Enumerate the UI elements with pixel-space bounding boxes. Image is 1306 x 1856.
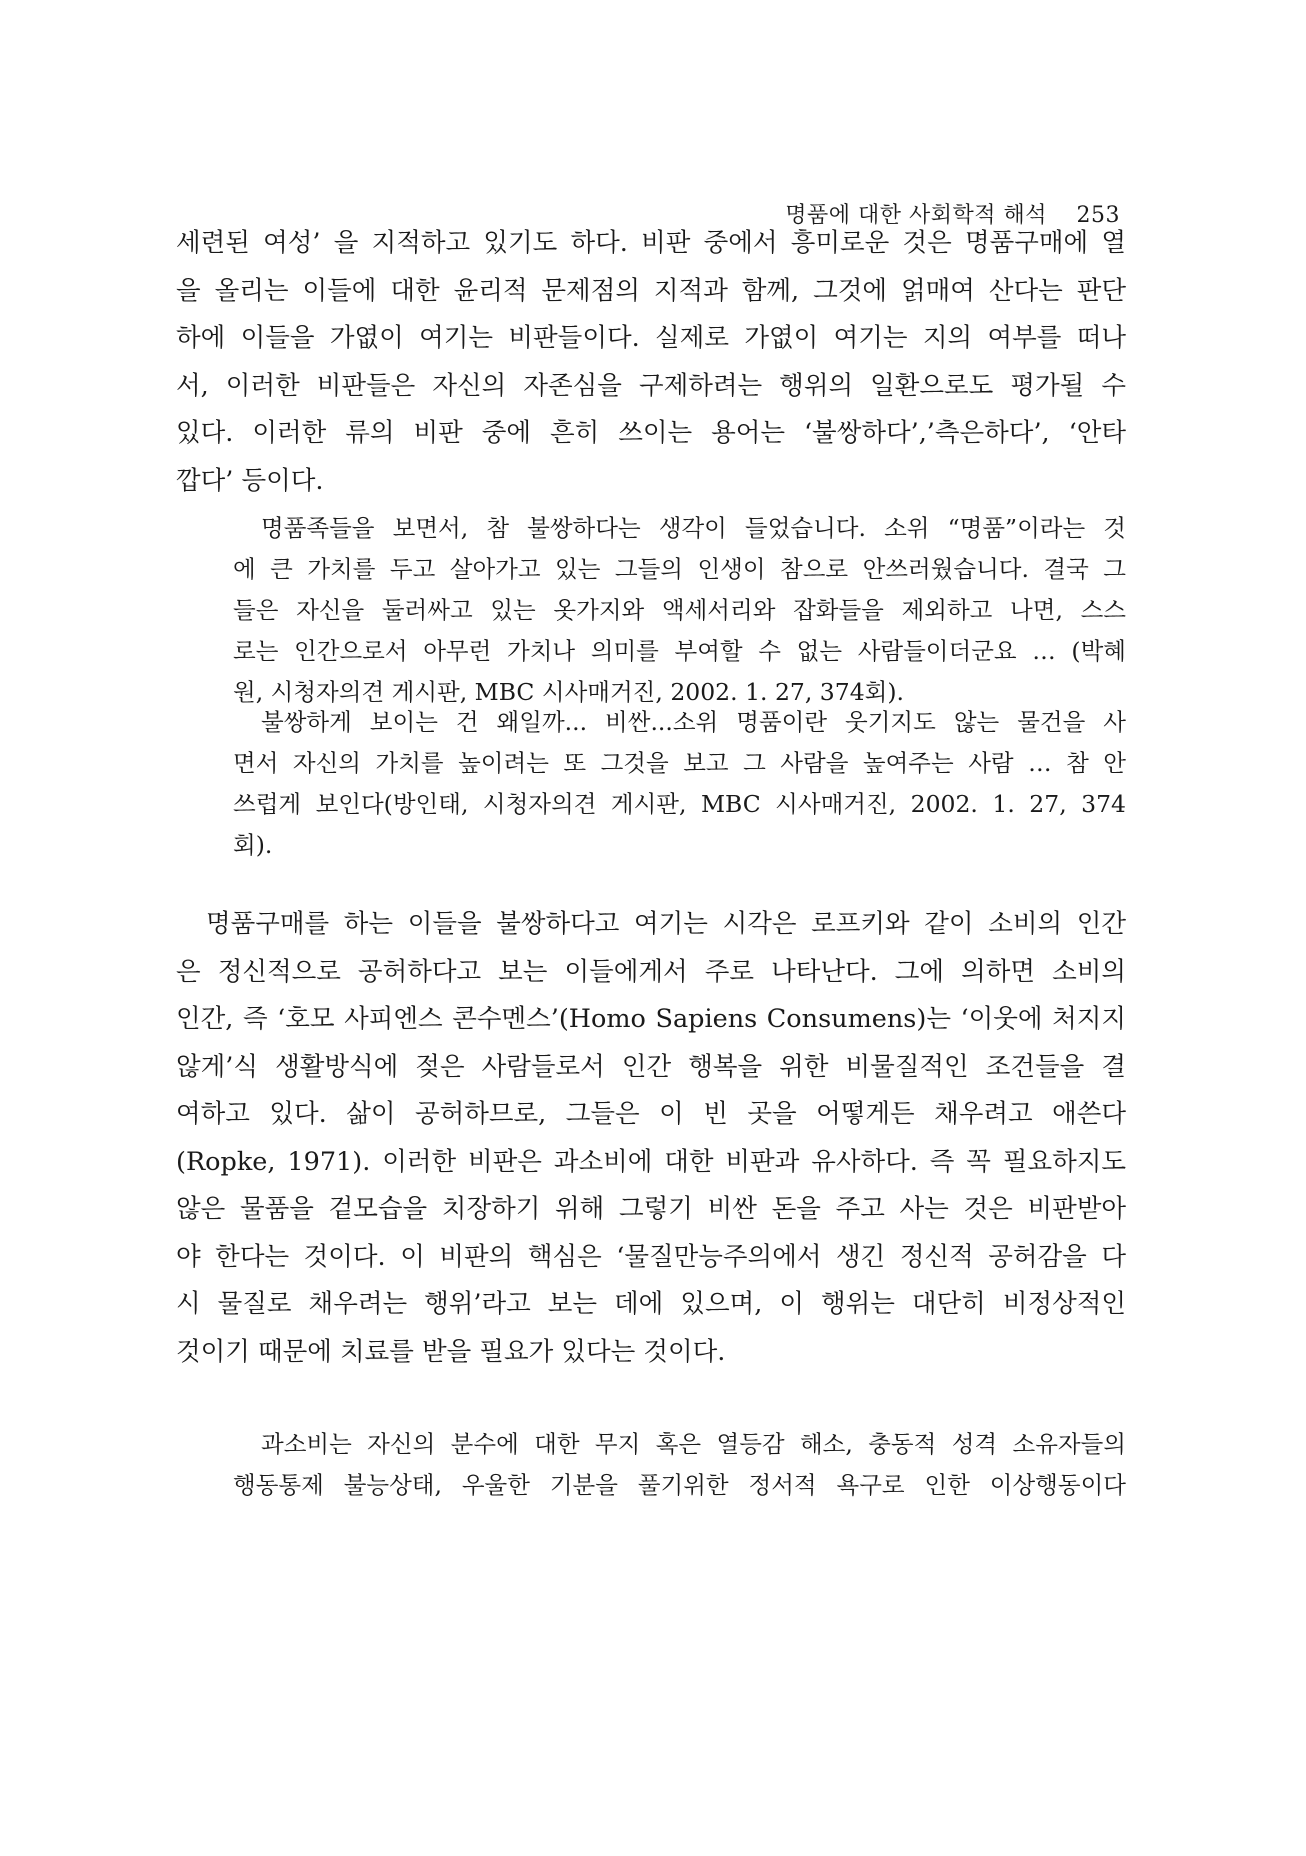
quote-line: 원, 시청자의견 게시판, MBC 시사매거진, 2002. 1. 27, 374회). <box>233 678 904 706</box>
quote-line: 불쌍하게 보이는 건 왜일까... 비싼...소위 명품이란 웃기지도 않는 물건을 사 <box>261 708 1126 736</box>
text-line: (Ropke, 1971). 이러한 비판은 과소비에 대한 비판과 유사하다. 즉 꼭 필요하지도 <box>176 1146 1126 1177</box>
text-line: 여하고 있다. 삶이 공허하므로, 그들은 이 빈 곳을 어떻게든 채우려고 애쓴다 <box>176 1099 1126 1129</box>
text-line: 깝다’ 등이다. <box>176 465 324 496</box>
quote-line: 에 큰 가치를 두고 살아가고 있는 그들의 인생이 참으로 안쓰러웠습니다. 결국 그 <box>233 555 1126 583</box>
text-line: 명품구매를 하는 이들을 불쌍하다고 여기는 시각은 로프키와 같이 소비의 인간 <box>206 909 1126 939</box>
text-line: 않은 물품을 겉모습을 치장하기 위해 그렇기 비싼 돈을 주고 사는 것은 비판받아 <box>176 1194 1126 1224</box>
block-quote-3 <box>233 1424 1126 1506</box>
text-line: 시 물질로 채우려는 행위’라고 보는 데에 있으며, 이 행위는 대단히 비정상적인 <box>176 1289 1126 1319</box>
page-number: 253 <box>1076 203 1120 228</box>
quote-line: 행동통제 불능상태, 우울한 기분을 풀기위한 정서적 욕구로 인한 이상행동이다 <box>233 1471 1126 1499</box>
quote-line: 쓰럽게 보인다(방인태, 시청자의견 게시판, MBC 시사매거진, 2002. 1. 27, 374 <box>233 790 1126 818</box>
quote-line: 과소비는 자신의 분수에 대한 무지 혹은 열등감 해소, 충동적 성격 소유자들의 <box>261 1430 1126 1458</box>
quote-line: 로는 인간으로서 아무런 가치나 의미를 부여할 수 없는 사람들이더군요 … (박혜 <box>233 637 1126 665</box>
text-line: 세련된 여성’ 을 지적하고 있기도 하다. 비판 중에서 흥미로운 것은 명품구매에 열 <box>176 228 1126 258</box>
body-paragraph-2 <box>176 901 1126 1376</box>
text-line: 것이기 때문에 치료를 받을 필요가 있다는 것이다. <box>176 1336 726 1367</box>
block-quote-2 <box>233 702 1126 866</box>
text-line: 않게’식 생활방식에 젖은 사람들로서 인간 행복을 위한 비물질적인 조건들을 결 <box>176 1051 1126 1082</box>
text-line: 있다. 이러한 류의 비판 중에 흔히 쓰이는 용어는 ‘불쌍하다’,’측은하다’, ‘안타 <box>176 418 1126 448</box>
quote-line: 회). <box>233 831 273 859</box>
text-line: 을 올리는 이들에 대한 윤리적 문제점의 지적과 함께, 그것에 얽매여 산다는 판단 <box>176 275 1126 306</box>
block-quote-1 <box>233 508 1126 713</box>
quote-line: 명품족들을 보면서, 참 불쌍하다는 생각이 들었습니다. 소위 “명품”이라는 것 <box>261 514 1126 542</box>
text-line: 야 한다는 것이다. 이 비판의 핵심은 ‘물질만능주의에서 생긴 정신적 공허감을 다 <box>176 1241 1126 1272</box>
text-line: 하에 이들을 가엾이 여기는 비판들이다. 실제로 가엾이 여기는 지의 여부를 떠나 <box>176 323 1126 353</box>
quote-line: 들은 자신을 둘러싸고 있는 옷가지와 액세서리와 잡화들을 제외하고 나면, 스스 <box>233 596 1126 624</box>
text-line: 서, 이러한 비판들은 자신의 자존심을 구제하려는 행위의 일환으로도 평가될 수 <box>176 370 1126 401</box>
text-line: 은 정신적으로 공허하다고 보는 이들에게서 주로 나타난다. 그에 의하면 소비의 <box>176 956 1126 987</box>
running-head-title: 명품에 대한 사회학적 해석 <box>785 203 1047 228</box>
text-line: 인간, 즉 ‘호모 사피엔스 콘수멘스’(Homo Sapiens Consumens)는 ‘이웃에 처지지 <box>176 1004 1126 1034</box>
quote-line: 면서 자신의 가치를 높이려는 또 그것을 보고 그 사람을 높여주는 사람 … 참 안 <box>233 749 1126 777</box>
body-paragraph-1 <box>176 220 1126 505</box>
